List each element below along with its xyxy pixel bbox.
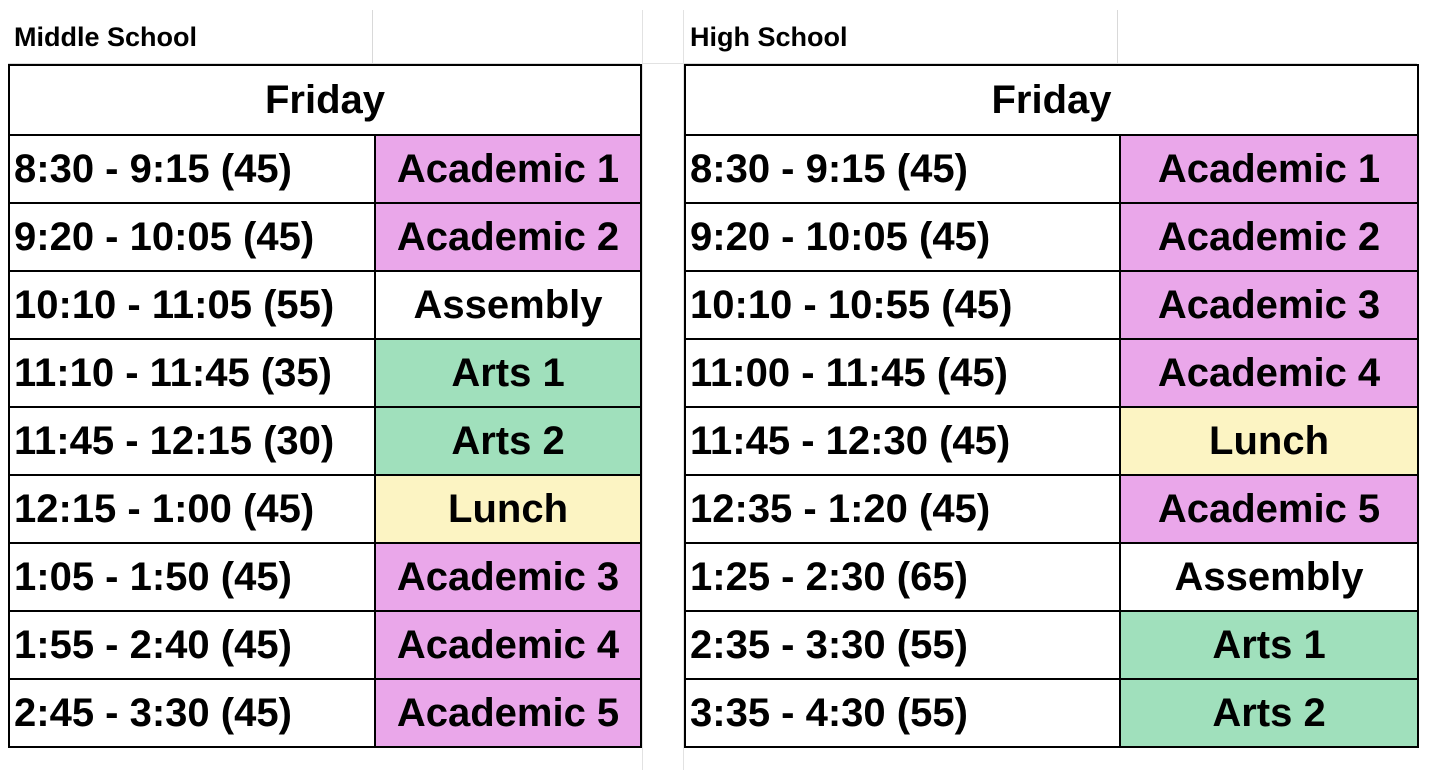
schedule-row	[685, 611, 1418, 679]
middle-school-title: Middle School	[14, 22, 198, 52]
high-school-header-row[interactable]	[684, 10, 1417, 64]
time-cell[interactable]: 1:05 - 1:50 (45)	[9, 543, 375, 611]
schedule-row	[685, 339, 1418, 407]
activity-cell[interactable]: Academic 3	[1120, 271, 1418, 339]
schedule-row	[685, 135, 1418, 203]
time-cell[interactable]: 9:20 - 10:05 (45)	[9, 203, 375, 271]
time-cell[interactable]: 11:45 - 12:30 (45)	[685, 407, 1120, 475]
time-cell[interactable]: 3:35 - 4:30 (55)	[685, 679, 1120, 747]
schedule-row	[685, 407, 1418, 475]
activity-cell[interactable]: Academic 5	[1120, 475, 1418, 543]
time-cell[interactable]: 12:35 - 1:20 (45)	[685, 475, 1120, 543]
high-school-title: High School	[690, 22, 848, 52]
middle-school-schedule-table	[8, 64, 642, 748]
activity-cell[interactable]: Assembly	[1120, 543, 1418, 611]
activity-cell[interactable]: Arts 2	[375, 407, 641, 475]
spacer-column	[642, 10, 684, 770]
schedule-row	[685, 271, 1418, 339]
activity-cell[interactable]: Arts 2	[1120, 679, 1418, 747]
high-school-schedule-table	[684, 64, 1419, 748]
schedule-row	[9, 203, 641, 271]
time-cell[interactable]: 2:35 - 3:30 (55)	[685, 611, 1120, 679]
activity-cell[interactable]: Academic 2	[1120, 203, 1418, 271]
day-row	[685, 65, 1418, 135]
activity-cell[interactable]: Academic 1	[375, 135, 641, 203]
time-cell[interactable]: 8:30 - 9:15 (45)	[9, 135, 375, 203]
activity-cell[interactable]: Academic 4	[1120, 339, 1418, 407]
activity-cell[interactable]: Lunch	[1120, 407, 1418, 475]
schedule-row	[685, 203, 1418, 271]
schedule-row	[9, 679, 641, 747]
activity-cell[interactable]: Arts 1	[375, 339, 641, 407]
schedule-row	[685, 543, 1418, 611]
schedule-row	[685, 679, 1418, 747]
day-header-cell[interactable]: Friday	[9, 65, 641, 135]
time-cell[interactable]: 10:10 - 11:05 (55)	[9, 271, 375, 339]
time-cell[interactable]: 10:10 - 10:55 (45)	[685, 271, 1120, 339]
activity-cell[interactable]: Academic 1	[1120, 135, 1418, 203]
time-cell[interactable]: 11:10 - 11:45 (35)	[9, 339, 375, 407]
time-cell[interactable]: 11:00 - 11:45 (45)	[685, 339, 1120, 407]
day-row	[9, 65, 641, 135]
time-cell[interactable]: 8:30 - 9:15 (45)	[685, 135, 1120, 203]
activity-cell[interactable]: Assembly	[375, 271, 641, 339]
time-cell[interactable]: 1:25 - 2:30 (65)	[685, 543, 1120, 611]
schedule-row	[9, 475, 641, 543]
time-cell[interactable]: 1:55 - 2:40 (45)	[9, 611, 375, 679]
middle-school-header-row[interactable]	[8, 10, 640, 64]
activity-cell[interactable]: Lunch	[375, 475, 641, 543]
time-cell[interactable]: 11:45 - 12:15 (30)	[9, 407, 375, 475]
schedule-row	[9, 543, 641, 611]
high-school-section	[684, 10, 1417, 748]
schedule-row	[9, 271, 641, 339]
activity-cell[interactable]: Arts 1	[1120, 611, 1418, 679]
activity-cell[interactable]: Academic 3	[375, 543, 641, 611]
schedule-row	[9, 135, 641, 203]
time-cell[interactable]: 2:45 - 3:30 (45)	[9, 679, 375, 747]
activity-cell[interactable]: Academic 4	[375, 611, 641, 679]
schedule-row	[685, 475, 1418, 543]
schedule-row	[9, 407, 641, 475]
middle-school-section	[8, 10, 640, 748]
time-cell[interactable]: 12:15 - 1:00 (45)	[9, 475, 375, 543]
activity-cell[interactable]: Academic 5	[375, 679, 641, 747]
schedule-row	[9, 339, 641, 407]
time-cell[interactable]: 9:20 - 10:05 (45)	[685, 203, 1120, 271]
activity-cell[interactable]: Academic 2	[375, 203, 641, 271]
schedule-row	[9, 611, 641, 679]
day-header-cell[interactable]: Friday	[685, 65, 1418, 135]
